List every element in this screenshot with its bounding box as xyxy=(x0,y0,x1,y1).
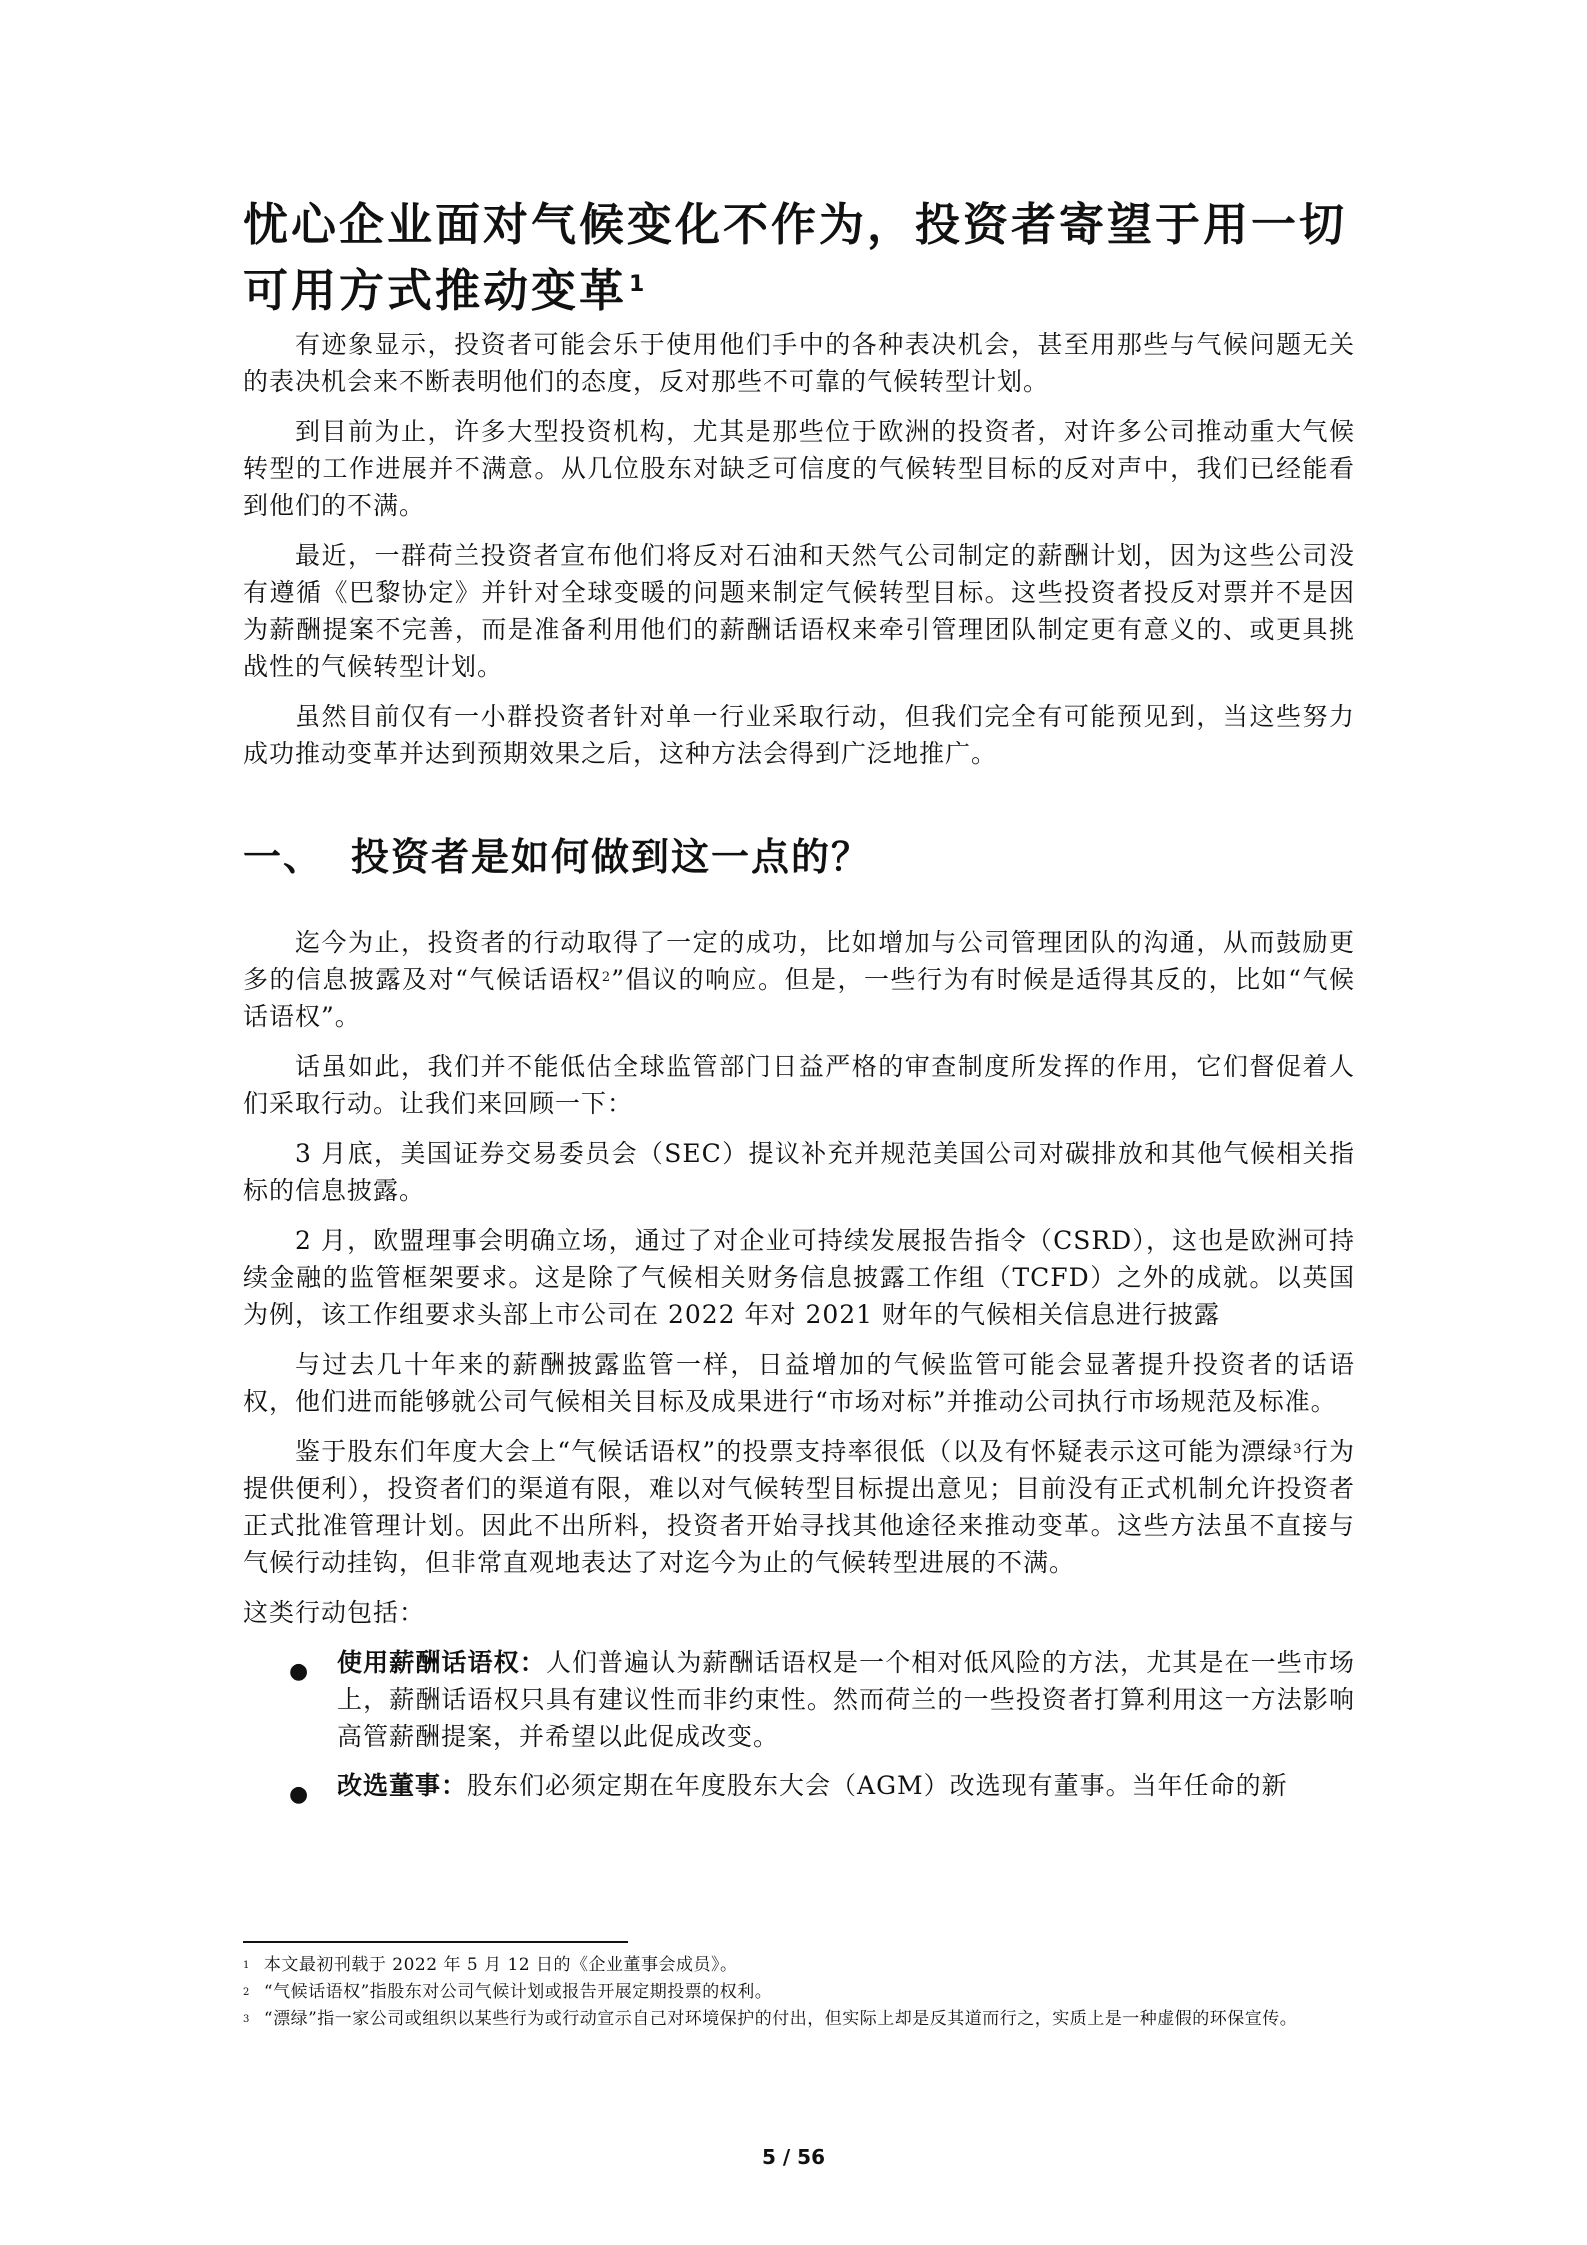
section-body xyxy=(243,924,1355,1816)
body-paragraph: 与过去几十年来的薪酬披露监管一样，日益增加的气候监管可能会显著提升投资者的话语权，他们进而能够就公司气候相关目标及成果进行“市场对标”并推动公司执行市场规范及标准。 xyxy=(243,1350,1355,1416)
title-text: 忧心企业面对气候变化不作为，投资者寄望于用一切可用方式推动变革 xyxy=(243,198,1348,317)
body-paragraph: 话虽如此，我们并不能低估全球监管部门日益严格的审查制度所发挥的作用，它们督促着人们采取行动。让我们来回顾一下： xyxy=(243,1052,1355,1118)
section-heading xyxy=(243,830,1343,884)
list-item-lead: 使用薪酬话语权： xyxy=(337,1648,546,1677)
bullet-icon: ● xyxy=(289,1659,310,1684)
section-number: 一、 xyxy=(243,835,324,879)
body-paragraph xyxy=(243,924,1355,1035)
paragraph-text: ”倡议的响应。但是，一些行为有时候是适得其反的，比如“气候话语权”。 xyxy=(243,965,1355,1031)
page-title xyxy=(243,192,1363,324)
bullet-icon: ● xyxy=(289,1782,310,1807)
footnote-mark[interactable]: 3 xyxy=(1293,1442,1303,1457)
footnote xyxy=(243,1952,1358,1979)
footnote-mark[interactable]: 2 xyxy=(601,970,612,985)
paragraph-text: 鉴于股东们年度大会上“气候话语权”的投票支持率很低（以及有怀疑表示这可能为漂绿 xyxy=(295,1437,1294,1466)
intro-paragraph: 有迹象显示，投资者可能会乐于使用他们手中的各种表决机会，甚至用那些与气候问题无关的表决机会来不断表明他们的态度，反对那些不可靠的气候转型计划。 xyxy=(243,330,1355,396)
intro-paragraph: 虽然目前仅有一小群投资者针对单一行业采取行动，但我们完全有可能预见到，当这些努力成功推动变革并达到预期效果之后，这种方法会得到广泛地推广。 xyxy=(243,702,1355,768)
body-paragraph: 这类行动包括： xyxy=(243,1598,426,1627)
body-paragraph xyxy=(243,1433,1355,1581)
footnote-text: “漂绿”指一家公司或组织以某些行为或行动宣示自己对环境保护的付出，但实际上却是反其道而行之，实质上是一种虚假的环保宣传。 xyxy=(263,2009,1298,2029)
footnote-number: 1 xyxy=(243,1960,250,1971)
section-heading-text: 投资者是如何做到这一点的？ xyxy=(351,835,872,879)
body-paragraph: 3 月底，美国证券交易委员会（SEC）提议补充并规范美国公司对碳排放和其他气候相关指标的信息披露。 xyxy=(243,1139,1355,1205)
footnote-number: 3 xyxy=(243,2014,250,2025)
page-number: 5 / 56 xyxy=(762,2145,825,2169)
list-item-text: 人们普遍认为薪酬话语权是一个相对低风险的方法，尤其是在一些市场上，薪酬话语权只具有建议性而非约束性。然而荷兰的一些投资者打算利用这一方法影响高管薪酬提案，并希望以此促成改变。 xyxy=(337,1648,1355,1751)
body-paragraph: 2 月，欧盟理事会明确立场，通过了对企业可持续发展报告指令（CSRD），这也是欧洲可持续金融的监管框架要求。这是除了气候相关财务信息披露工作组（TCFD）之外的成就。以英国为例，该工作组要求头部上市公司在 2022 年对 2021 财年的气候相关信息进行披露 xyxy=(243,1226,1355,1329)
intro-paragraph: 到目前为止，许多大型投资机构，尤其是那些位于欧洲的投资者，对许多公司推动重大气候转型的工作进展并不满意。从几位股东对缺乏可信度的气候转型目标的反对声中，我们已经能看到他们的不满。 xyxy=(243,417,1355,520)
list-item-text: 股东们必须定期在年度股东大会（AGM）改选现有董事。当年任命的新 xyxy=(467,1771,1288,1800)
paragraph-text: 迄今为止，投资者的行动取得了一定的成功，比如增加与公司管理团队的沟通，从而鼓励更多的信息披露及对“气候话语权 xyxy=(243,928,1355,994)
list-item xyxy=(243,1767,1355,1807)
title-footnote-mark[interactable]: 1 xyxy=(629,272,648,297)
footnotes xyxy=(243,1952,1358,2033)
footnote-number: 2 xyxy=(243,1987,250,1998)
action-list xyxy=(243,1644,1355,1807)
footnote-divider xyxy=(243,1941,628,1943)
list-item xyxy=(243,1644,1355,1755)
footnote xyxy=(243,1979,1358,2006)
footnote xyxy=(243,2006,1358,2033)
paragraph-text: 行为提供便利），投资者们的渠道有限，难以对气候转型目标提出意见；目前没有正式机制允许投资者正式批准管理计划。因此不出所料，投资者开始寻找其他途径来推动变革。这些方法虽不直接与气候行动挂钩，但非常直观地表达了对迄今为止的气候转型进展的不满。 xyxy=(243,1437,1355,1577)
intro-section xyxy=(243,326,1355,785)
footnote-text: “气候话语权”指股东对公司气候计划或报告开展定期投票的权利。 xyxy=(263,1982,773,2002)
footnote-text: 本文最初刊载于 2022 年 5 月 12 日的《企业董事会成员》。 xyxy=(263,1955,738,1975)
list-item-lead: 改选董事： xyxy=(337,1771,468,1800)
intro-paragraph: 最近，一群荷兰投资者宣布他们将反对石油和天然气公司制定的薪酬计划，因为这些公司没有遵循《巴黎协定》并针对全球变暖的问题来制定气候转型目标。这些投资者投反对票并不是因为薪酬提案不完善，而是准备利用他们的薪酬话语权来牵引管理团队制定更有意义的、或更具挑战性的气候转型计划。 xyxy=(243,541,1355,681)
